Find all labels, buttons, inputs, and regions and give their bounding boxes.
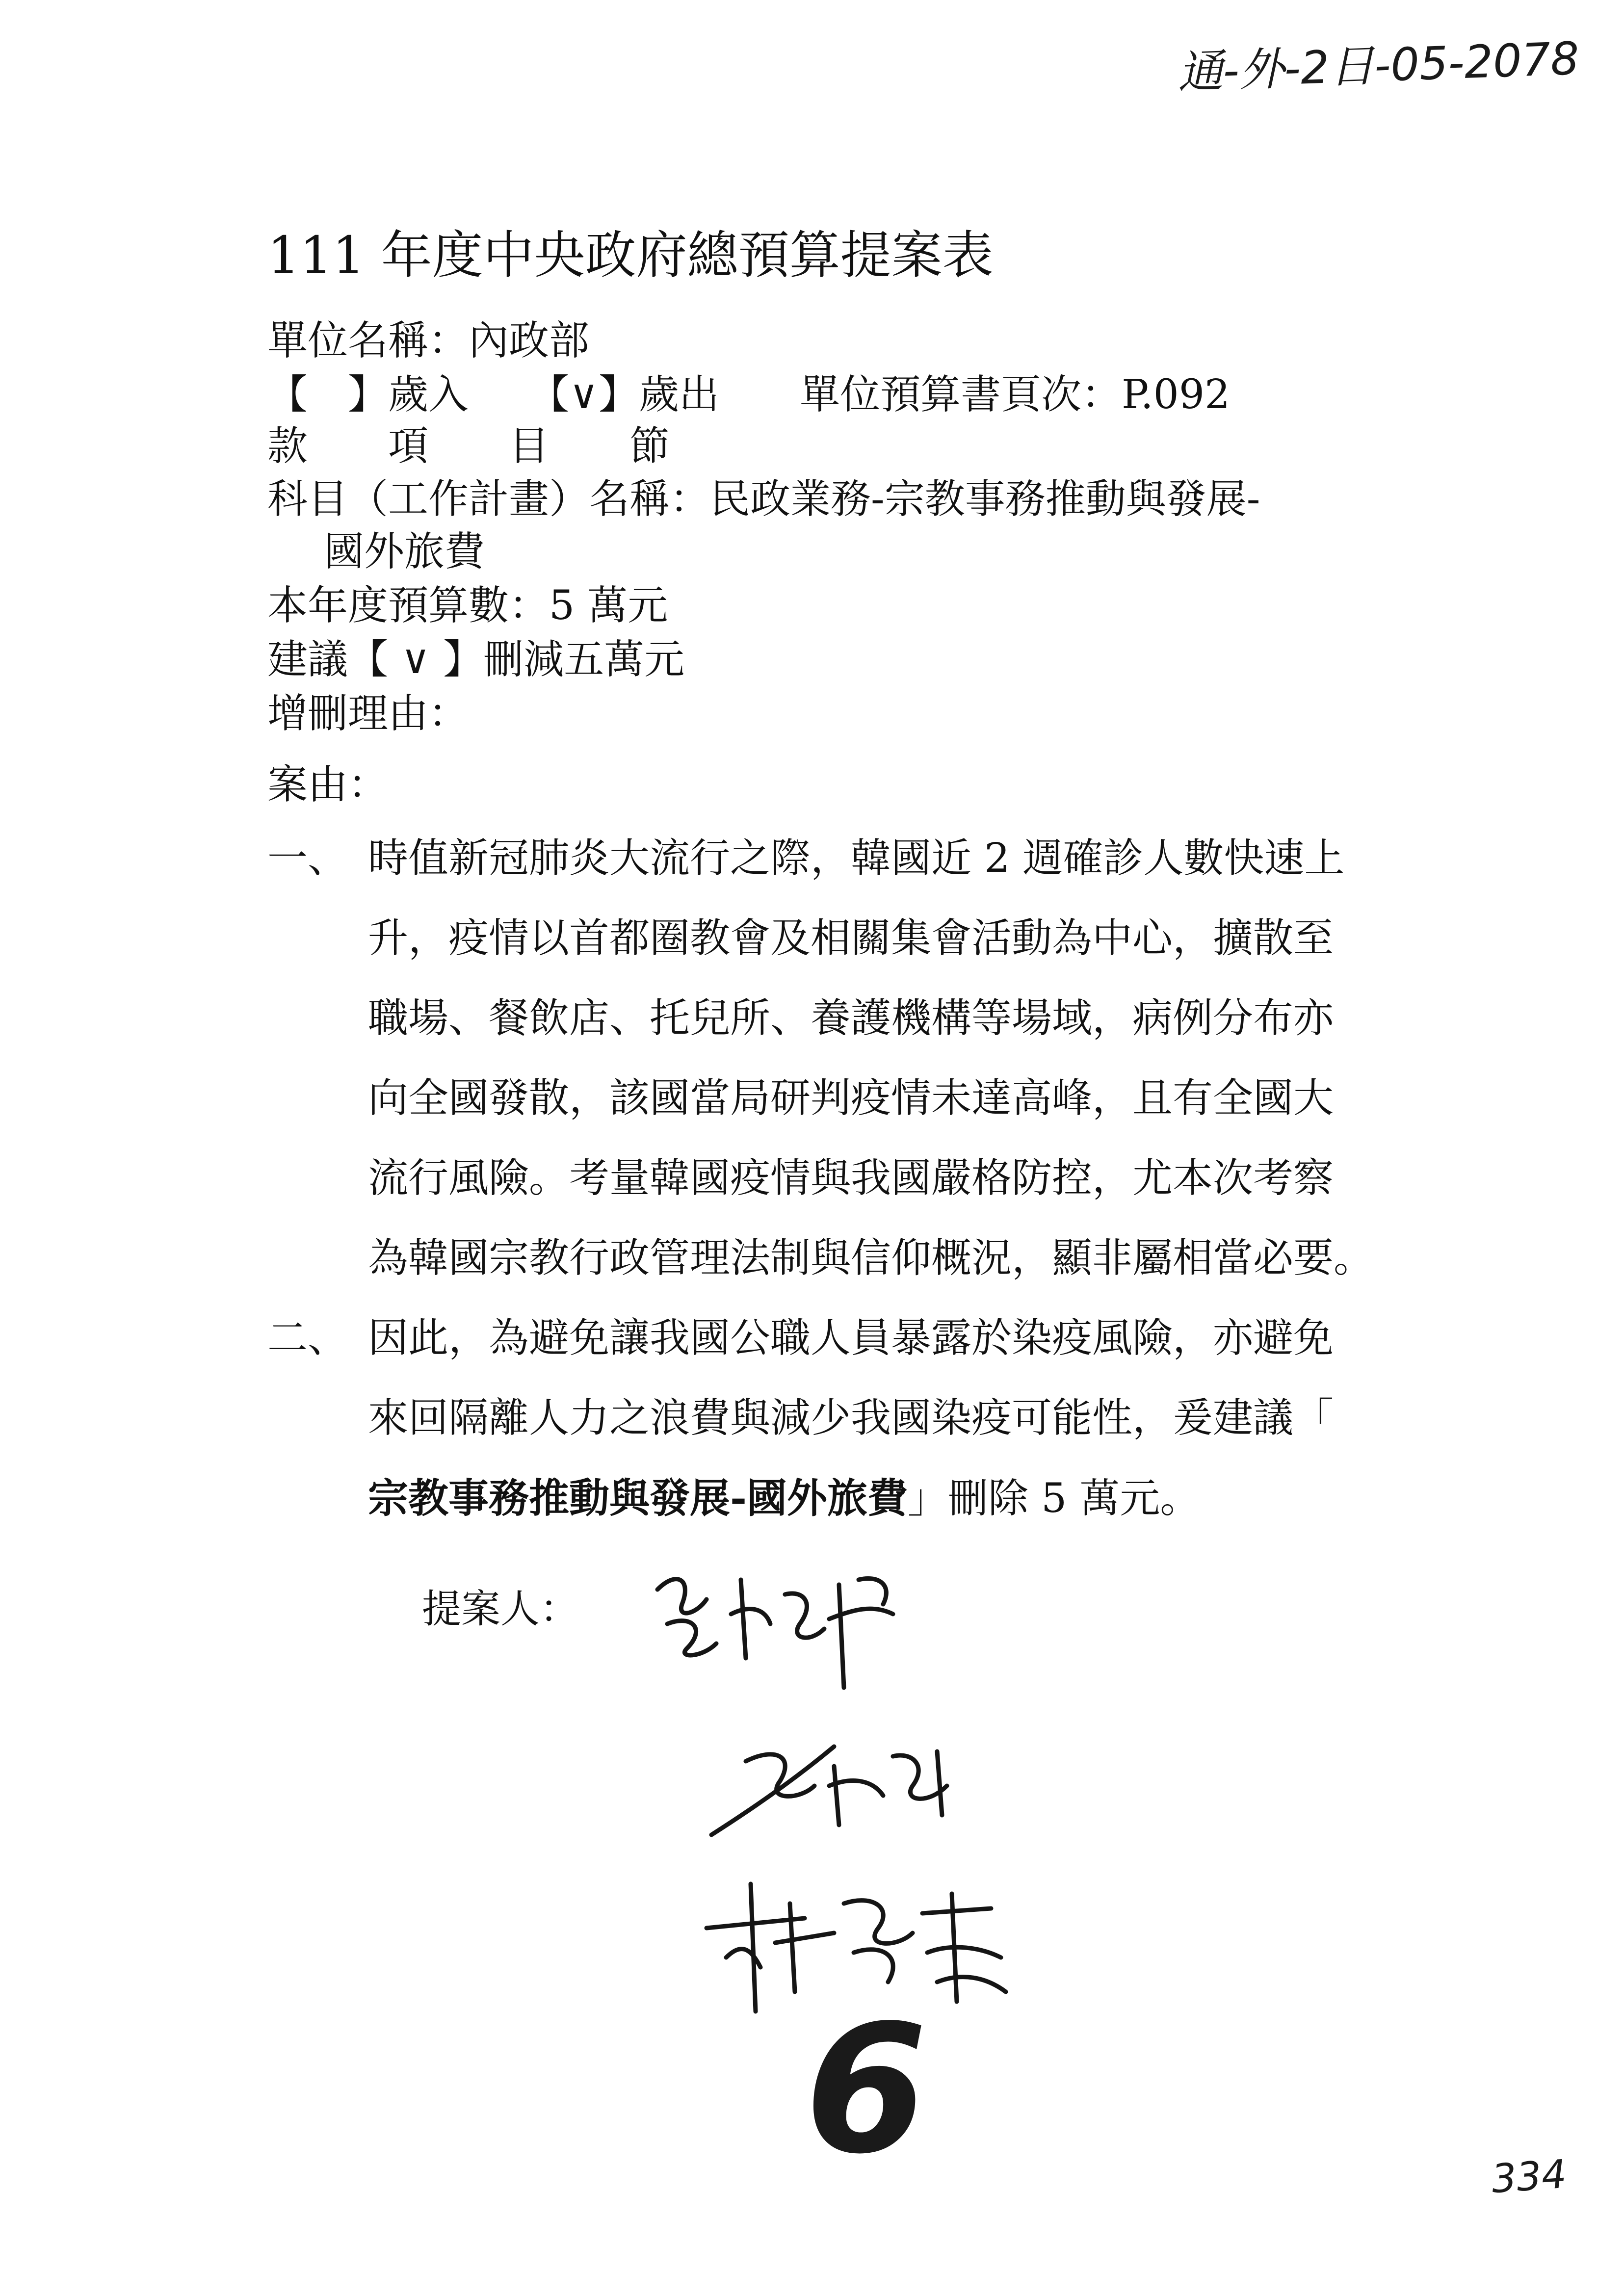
signature-2 [707,1727,981,1854]
document-title: 111 年度中央政府總預算提案表 [267,225,994,285]
item-2-line: 因此，為避免讓我國公職人員暴露於染疫風險，亦避免 [368,1315,1334,1361]
item-1-line: 為韓國宗教行政管理法制與信仰概況，顯非屬相當必要。 [368,1235,1374,1281]
budget-amount-line: 本年度預算數：5 萬元 [267,582,668,629]
proposer-label: 提案人： [422,1586,579,1632]
signature-1 [648,1560,903,1707]
item-2-marker: 二、 [267,1315,348,1361]
item-1-marker: 一、 [267,835,348,882]
suggestion-line: 建議【 ∨ 】刪減五萬元 [267,636,685,683]
subject-line-2: 國外旅費 [324,528,485,575]
item-1-line: 時值新冠肺炎大流行之際，韓國近 2 週確診人數快速上 [368,835,1345,882]
category-line: 款 項 目 節 [267,423,670,470]
subject-line-1: 科目（工作計畫）名稱：民政業務-宗教事務推動與發展- [267,476,1260,522]
item-1-line: 流行風險。考量韓國疫情與我國嚴格防控，尤本次考察 [368,1155,1334,1201]
page-number: 334 [1490,2151,1568,2202]
item-2-line: 來回隔離人力之浪費與減少我國染疫可能性，爰建議「 [368,1395,1334,1441]
item-2-tail: 」刪除 5 萬元。 [908,1475,1201,1522]
reason-label: 增刪理由： [267,690,469,737]
unit-name-line: 單位名稱：內政部 [267,317,590,364]
item-1-line: 職場、餐飲店、托兒所、養護機構等場域，病例分布亦 [368,995,1334,1042]
revenue-expense-line: 【 】歲入 【∨】歲出 單位預算書頁次：P.092 [267,371,1231,418]
case-label: 案由： [267,761,389,808]
item-2-bold-phrase: 宗教事務推動與發展-國外旅費 [368,1475,908,1522]
archive-code-stamp: 通-外-2日-05-2078 [1177,32,1580,99]
item-2-last-line [368,1469,1200,1528]
handwritten-number: 6 [805,1987,928,2192]
item-1-line: 升，疫情以首都圈教會及相關集會活動為中心，擴散至 [368,915,1334,962]
item-1-line: 向全國發散，該國當局研判疫情未達高峰，且有全國大 [368,1075,1334,1122]
